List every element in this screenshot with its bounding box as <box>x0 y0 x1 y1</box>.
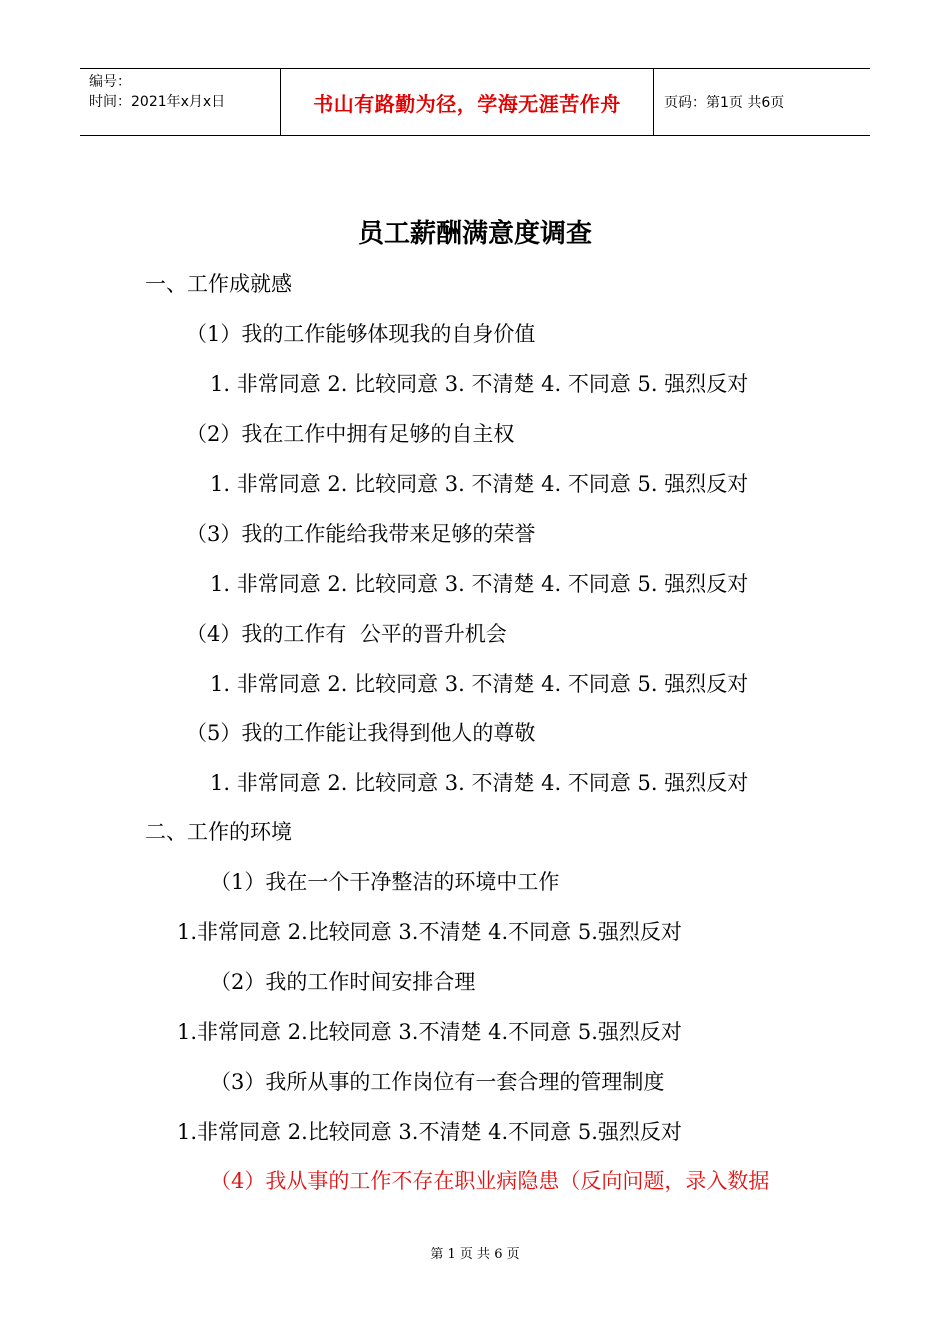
question-text: （3）我的工作能给我带来足够的荣誉 <box>186 522 536 546</box>
answer-options: 1.非常同意 2.比较同意 3.不清楚 4.不同意 5.强烈反对 <box>177 1120 682 1144</box>
document-title: 员工薪酬满意度调查 <box>357 219 592 249</box>
question-text-highlighted: （4）我从事的工作不存在职业病隐患（反向问题，录入数据 <box>210 1169 770 1193</box>
question-text: （1）我的工作能够体现我的自身价值 <box>186 322 536 346</box>
answer-options: 1.非常同意 2.比较同意 3.不清楚 4.不同意 5.强烈反对 <box>177 1020 682 1044</box>
question-text: （4）我的工作有 公平的晋升机会 <box>186 622 507 646</box>
header-page-info: 页码：第1页 共6页 <box>664 95 785 111</box>
section-heading: 一、工作成就感 <box>145 272 292 296</box>
answer-options: 1.非常同意 2.比较同意 3.不清楚 4.不同意 5.强烈反对 <box>177 920 682 944</box>
section-heading: 二、工作的环境 <box>145 820 292 844</box>
answer-options: 1. 非常同意 2. 比较同意 3. 不清楚 4. 不同意 5. 强烈反对 <box>210 472 749 496</box>
question-text: （3）我所从事的工作岗位有一套合理的管理制度 <box>210 1070 665 1094</box>
question-text: （2）我在工作中拥有足够的自主权 <box>186 422 515 446</box>
document-date-label: 时间：2021年x月x日 <box>89 94 226 110</box>
answer-options: 1. 非常同意 2. 比较同意 3. 不清楚 4. 不同意 5. 强烈反对 <box>210 672 749 696</box>
answer-options: 1. 非常同意 2. 比较同意 3. 不清楚 4. 不同意 5. 强烈反对 <box>210 572 749 596</box>
header-meta-cell <box>80 69 281 135</box>
document-number-label: 编号： <box>89 74 131 90</box>
question-text: （1）我在一个干净整洁的环境中工作 <box>210 870 560 894</box>
document-header-table <box>80 68 870 136</box>
question-text: （5）我的工作能让我得到他人的尊敬 <box>186 721 536 745</box>
question-text: （2）我的工作时间安排合理 <box>210 970 476 994</box>
page-footer: 第 1 页 共 6 页 <box>430 1247 520 1262</box>
answer-options: 1. 非常同意 2. 比较同意 3. 不清楚 4. 不同意 5. 强烈反对 <box>210 372 749 396</box>
header-motto: 书山有路勤为径，学海无涯苦作舟 <box>281 69 654 135</box>
answer-options: 1. 非常同意 2. 比较同意 3. 不清楚 4. 不同意 5. 强烈反对 <box>210 771 749 795</box>
